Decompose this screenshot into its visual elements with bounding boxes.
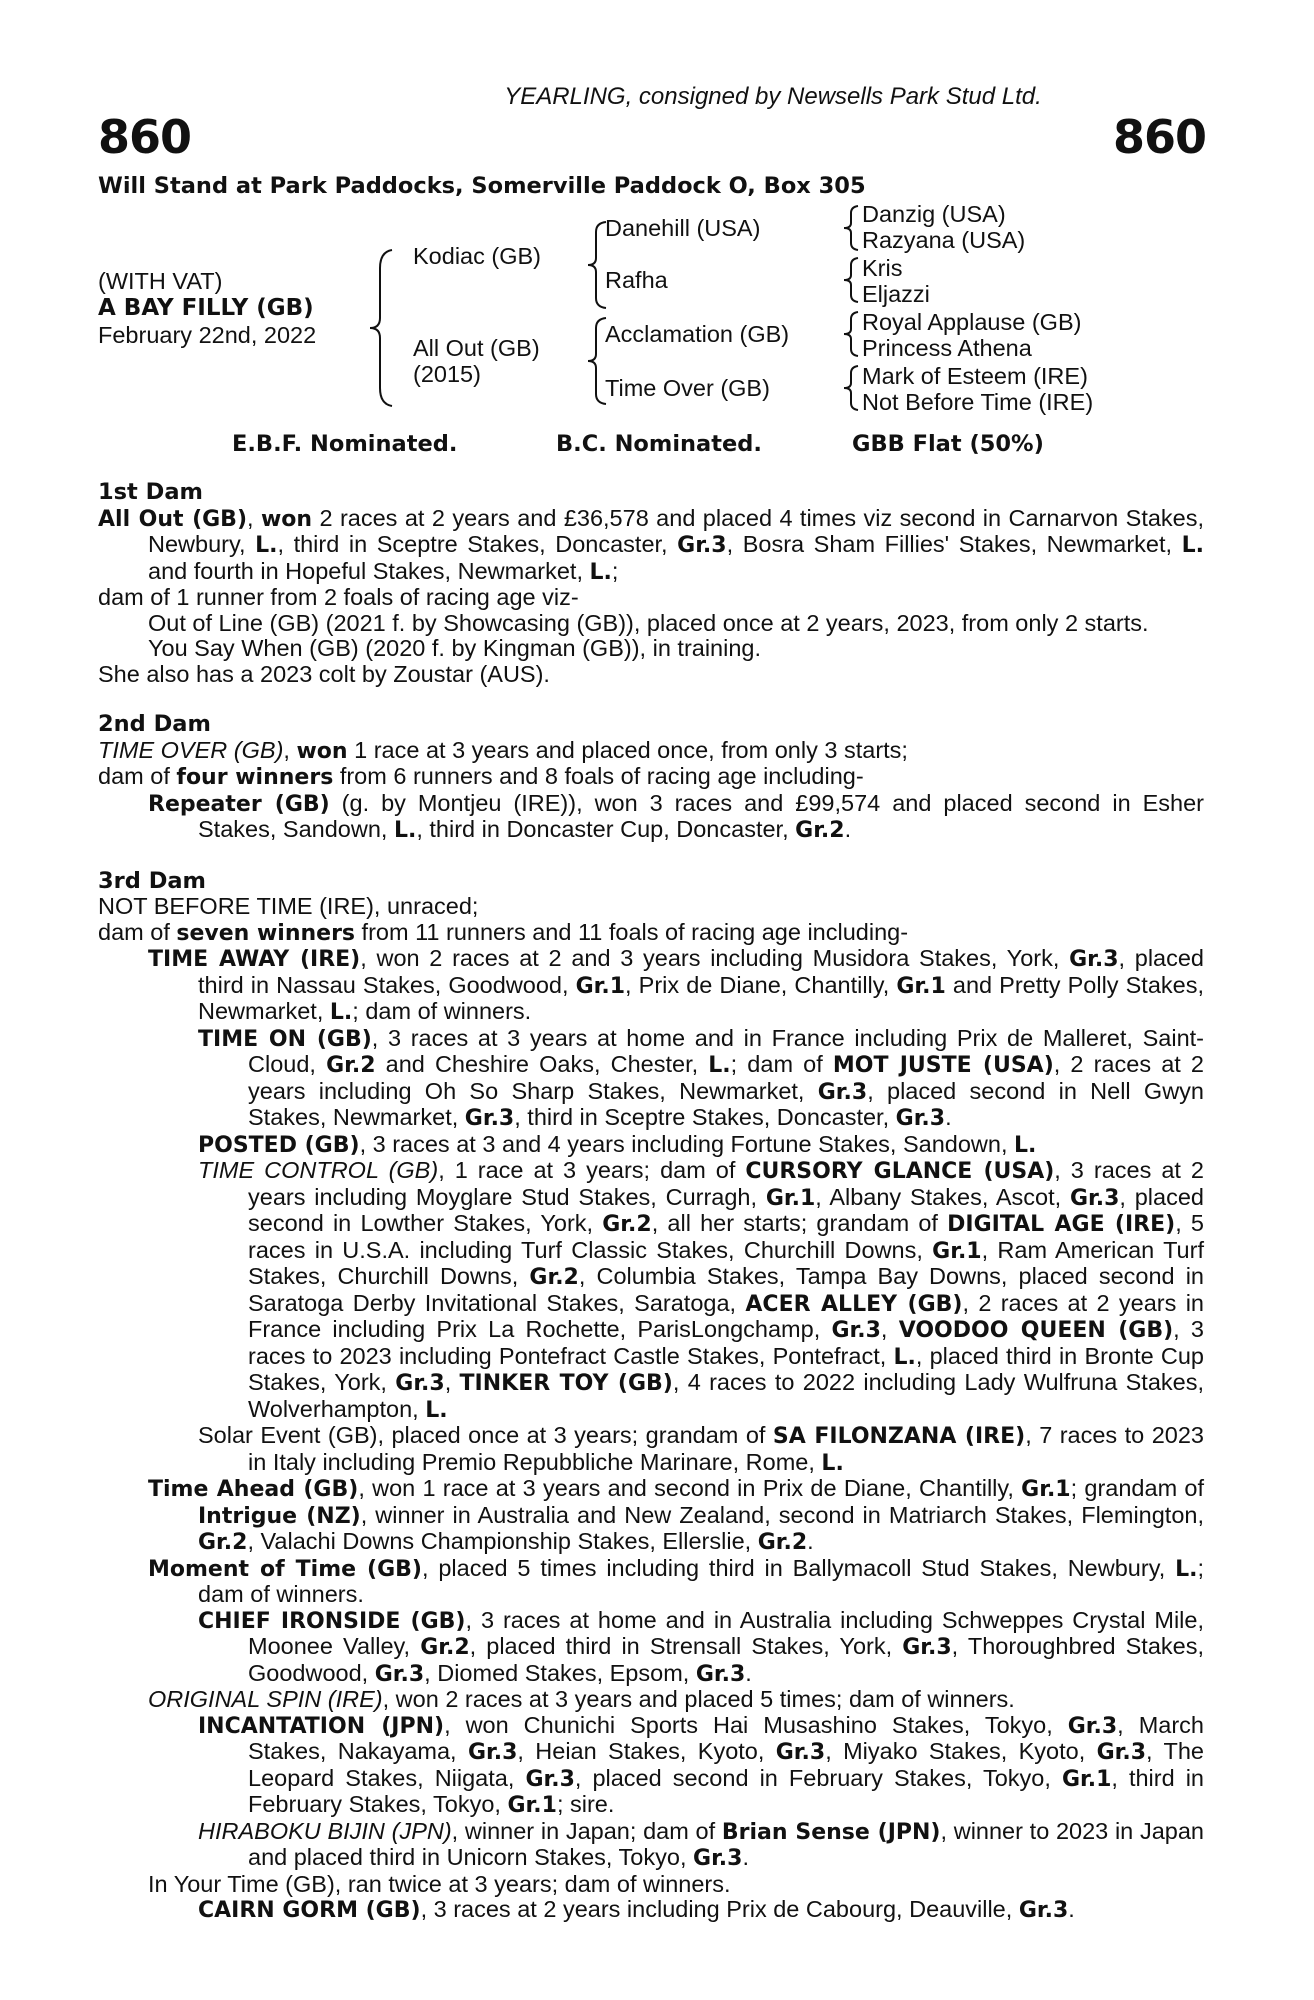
first-dam-heading: 1st Dam (98, 479, 203, 505)
pedigree-table (98, 200, 1198, 426)
stable-location: Will Stand at Park Paddocks, Somerville Paddock O, Box 305 (98, 173, 866, 199)
consignment-line: YEARLING, consigned by Newsells Park Stud Ltd. (504, 83, 1042, 110)
time-on-entry: TIME ON (GB), 3 races at 3 years at home and in France including Prix de Malleret, Saint-Cloud, Gr.2 and Cheshire Oaks, Chester, L.; dam of MOT JUSTE (USA), 2 races at 2 years including Oh So Sharp Stakes, Newmarket, Gr.3, placed second in Nell Gwyn Stakes, Newmarket, Gr.3, third in Sceptre Stakes, Doncaster, Gr.3. (198, 1024, 1205, 1131)
third-dam-entry: NOT BEFORE TIME (IRE), unraced; (98, 893, 479, 919)
first-dam-entry: All Out (GB), won 2 races at 2 years and £36,578 and placed 4 times viz second in Carnarvon Stakes, Newbury, L., third in Sceptre Stakes, Doncaster, Gr.3, Bosra Sham Fillies' Stakes, Newmarket, L. and fourth in Hopeful Stakes, Newmarket, L.; (98, 504, 1205, 585)
solar-event-entry: Solar Event (GB), placed once at 3 years; grandam of SA FILONZANA (IRE), 7 races to 2023 in Italy including Premio Repubbliche Marinare, Rome, L. (198, 1422, 1204, 1476)
sire-sire: Danehill (USA) (605, 215, 761, 241)
subject-name: A BAY FILLY (GB) (98, 295, 314, 321)
dam: All Out (GB) (413, 335, 540, 361)
ebf-nomination: E.B.F. Nominated. (232, 431, 458, 457)
brace-dd (842, 364, 862, 412)
third-dam-heading: 3rd Dam (98, 867, 206, 894)
brace-sd (842, 256, 862, 304)
ped-ssd: Razyana (USA) (862, 227, 1026, 253)
ped-dsd: Princess Athena (862, 335, 1032, 361)
subject-dob: February 22nd, 2022 (98, 322, 317, 348)
catalogue-body (98, 480, 1204, 1924)
cairn-gorm-entry: CAIRN GORM (GB), 3 races at 2 years including Prix de Cabourg, Deauville, Gr.3. (198, 1896, 1075, 1923)
first-dam-produce-intro: dam of 1 runner from 2 foals of racing age viz- (98, 584, 579, 610)
time-away-entry: TIME AWAY (IRE), won 2 races at 2 and 3 years including Musidora Stakes, York, Gr.3, placed third in Nassau Stakes, Goodwood, Gr.1, Prix de Diane, Chantilly, Gr.1 and Pretty Polly Stakes, Newmarket, L.; dam of winners. (148, 945, 1205, 1025)
third-dam-produce-intro: dam of seven winners from 11 runners and 11 foals of racing age including- (98, 918, 909, 946)
posted-entry: POSTED (GB), 3 races at 3 and 4 years including Fortune Stakes, Sandown, L. (198, 1130, 1037, 1158)
second-dam-entry: TIME OVER (GB), won 1 race at 3 years and placed once, from only 3 starts; (98, 736, 908, 764)
second-dam-produce-intro: dam of four winners from 6 runners and 8 foals of racing age including- (98, 763, 864, 790)
brace-ss (842, 204, 862, 252)
brace-gen1 (368, 248, 398, 408)
produce-1: Out of Line (GB) (2021 f. by Showcasing (GB)), placed once at 2 years, 2023, from only 2 starts. (148, 609, 1149, 636)
original-spin-entry: ORIGINAL SPIN (IRE), won 2 races at 3 years and placed 5 times; dam of winners. (148, 1686, 1015, 1712)
produce-2: You Say When (GB) (2020 f. by Kingman (GB)), in training. (148, 635, 762, 661)
bc-nomination: B.C. Nominated. (556, 431, 762, 457)
moment-of-time-entry: Moment of Time (GB), placed 5 times including third in Ballymacoll Stud Stakes, Newbury, L.; dam of winners. (148, 1554, 1204, 1607)
in-your-time-entry: In Your Time (GB), ran twice at 3 years; dam of winners. (148, 1870, 731, 1897)
ped-ddd: Not Before Time (IRE) (862, 389, 1094, 415)
sire-dam: Rafha (605, 267, 668, 293)
ped-sss: Danzig (USA) (862, 201, 1006, 227)
ped-dss: Royal Applause (GB) (862, 309, 1082, 335)
incantation-entry: INCANTATION (JPN), won Chunichi Sports Hai Musashino Stakes, Tokyo, Gr.3, March Stakes, Nakayama, Gr.3, Heian Stakes, Kyoto, Gr.3, Miyako Stakes, Kyoto, Gr.3, The Leopard Stakes, Niigata, Gr.3, placed second in February Stakes, Tokyo, Gr.1, third in February Stakes, Tokyo, Gr.1; sire. (198, 1711, 1204, 1818)
sire: Kodiac (GB) (413, 243, 541, 269)
ped-sdd: Eljazzi (862, 281, 930, 307)
subject-block (98, 268, 316, 349)
time-ahead-entry: Time Ahead (GB), won 1 race at 3 years and second in Prix de Diane, Chantilly, Gr.1; grandam of Intrigue (NZ), winner in Australia and New Zealand, second in Matriarch Stakes, Flemington, Gr.2, Valachi Downs Championship Stakes, Ellerslie, Gr.2. (148, 1475, 1205, 1555)
dam-year: (2015) (413, 361, 481, 387)
produce-note: She also has a 2023 colt by Zoustar (AUS). (98, 660, 550, 687)
hiraboku-bijin-entry: HIRABOKU BIJIN (JPN), winner in Japan; dam of Brian Sense (JPN), winner to 2023 in Japan and placed third in Unicorn Stakes, Tokyo, Gr.3. (198, 1817, 1204, 1871)
vat-note: (WITH VAT) (98, 268, 223, 294)
chief-ironside-entry: CHIEF IRONSIDE (GB), 3 races at home and in Australia including Schweppes Crystal Mile, Moonee Valley, Gr.2, placed third in Strensall Stakes, York, Gr.3, Thoroughbred Stakes, Goodwood, Gr.3, Diomed Stakes, Epsom, Gr.3. (198, 1606, 1204, 1687)
second-dam-heading: 2nd Dam (98, 711, 211, 737)
repeater-entry: Repeater (GB) (g. by Montjeu (IRE)), won 3 races and £99,574 and placed second in Esher Stakes, Sandown, L., third in Doncaster Cup, Doncaster, Gr.2. (148, 789, 1204, 843)
lot-number-left: 860 (98, 110, 192, 164)
ped-dds: Mark of Esteem (IRE) (862, 363, 1088, 389)
lot-number-right: 860 (1112, 110, 1206, 164)
gbb-nomination: GBB Flat (50%) (852, 431, 1044, 457)
ped-sds: Kris (862, 255, 903, 281)
dam-dam: Time Over (GB) (605, 375, 770, 401)
brace-ds (842, 310, 862, 358)
time-control-entry: TIME CONTROL (GB), 1 race at 3 years; dam of CURSORY GLANCE (USA), 3 races at 2 years including Moyglare Stud Stakes, Curragh, Gr.1, Albany Stakes, Ascot, Gr.3, placed second in Lowther Stakes, York, Gr.2, all her starts; grandam of DIGITAL AGE (IRE), 5 races in U.S.A. including Turf Classic Stakes, Churchill Downs, Gr.1, Ram American Turf Stakes, Churchill Downs, Gr.2, Columbia Stakes, Tampa Bay Downs, placed second in Saratoga Derby Invitational Stakes, Saratoga, ACER ALLEY (GB), 2 races at 2 years in France including Prix La Rochette, ParisLongchamp, Gr.3, VOODOO QUEEN (GB), 3 races to 2023 including Pontefract Castle Stakes, Pontefract, L., placed third in Bronte Cup Stakes, York, Gr.3, TINKER TOY (GB), 4 races to 2022 including Lady Wulfruna Stakes, Wolverhampton, L. (198, 1157, 1205, 1423)
dam-sire: Acclamation (GB) (605, 321, 790, 347)
